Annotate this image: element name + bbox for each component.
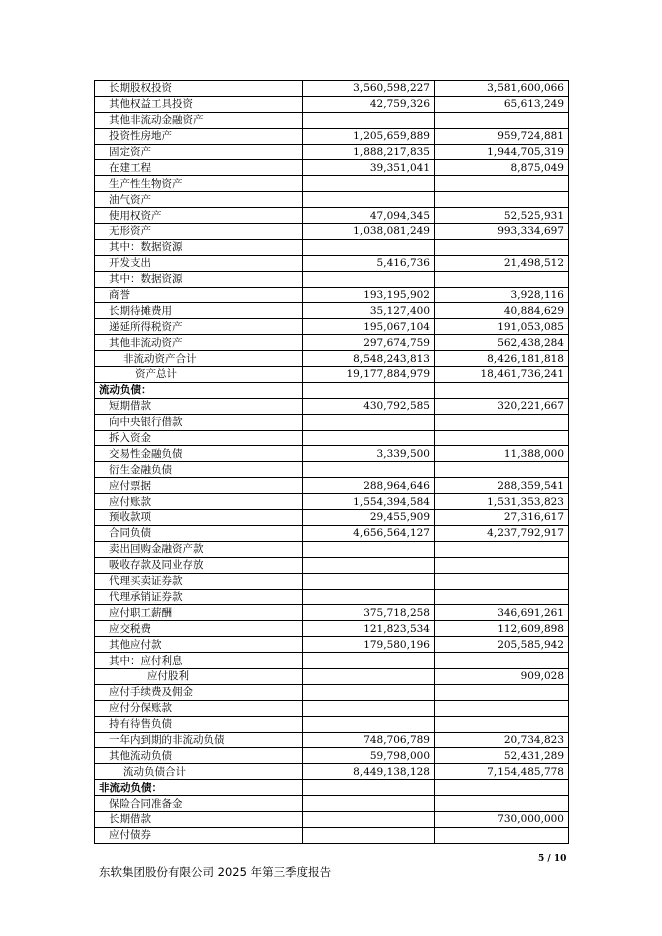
item-label: 其中：数据资源 — [95, 239, 303, 255]
prior-period-value: 65,613,249 — [435, 96, 569, 112]
current-period-value — [303, 653, 435, 669]
current-period-value: 8,548,243,813 — [303, 351, 435, 367]
prior-period-value — [435, 192, 569, 208]
table-row — [95, 748, 569, 764]
balance-sheet-body — [95, 81, 569, 844]
item-label: 向中央银行借款 — [95, 414, 303, 430]
current-period-value — [303, 176, 435, 192]
current-period-value — [303, 239, 435, 255]
current-period-value: 1,888,217,835 — [303, 144, 435, 160]
current-period-value — [303, 414, 435, 430]
section-header-row — [95, 382, 569, 398]
prior-period-value: 8,875,049 — [435, 160, 569, 176]
prior-period-value: 52,431,289 — [435, 748, 569, 764]
current-period-value: 1,038,081,249 — [303, 224, 435, 240]
prior-period-value: 346,691,261 — [435, 605, 569, 621]
prior-period-value — [435, 462, 569, 478]
item-label: 代理买卖证券款 — [95, 573, 303, 589]
current-period-value: 3,560,598,227 — [303, 81, 435, 97]
item-label: 长期借款 — [95, 811, 303, 827]
table-row — [95, 128, 569, 144]
table-row — [95, 81, 569, 97]
prior-period-value — [435, 589, 569, 605]
table-row — [95, 351, 569, 367]
current-period-value: 3,339,500 — [303, 446, 435, 462]
table-row — [95, 764, 569, 780]
item-label: 开发支出 — [95, 255, 303, 271]
table-row — [95, 271, 569, 287]
current-period-value — [303, 382, 435, 398]
table-row — [95, 621, 569, 637]
prior-period-value: 18,461,736,241 — [435, 367, 569, 383]
current-period-value: 59,798,000 — [303, 748, 435, 764]
item-label: 流动负债合计 — [95, 764, 303, 780]
prior-period-value: 112,609,898 — [435, 621, 569, 637]
item-label: 应付手续费及佣金 — [95, 684, 303, 700]
current-period-value: 195,067,104 — [303, 319, 435, 335]
item-label: 持有待售负债 — [95, 716, 303, 732]
prior-period-value — [435, 796, 569, 812]
current-period-value — [303, 192, 435, 208]
table-row — [95, 398, 569, 414]
table-row — [95, 239, 569, 255]
item-label: 在建工程 — [95, 160, 303, 176]
table-row — [95, 811, 569, 827]
prior-period-value — [435, 382, 569, 398]
item-label: 长期股权投资 — [95, 81, 303, 97]
current-period-value — [303, 112, 435, 128]
item-label: 固定资产 — [95, 144, 303, 160]
item-label: 长期待摊费用 — [95, 303, 303, 319]
table-row — [95, 796, 569, 812]
current-period-value — [303, 430, 435, 446]
item-label: 一年内到期的非流动负债 — [95, 732, 303, 748]
table-row — [95, 144, 569, 160]
item-label: 合同负债 — [95, 525, 303, 541]
prior-period-value — [435, 541, 569, 557]
prior-period-value: 3,928,116 — [435, 287, 569, 303]
item-label: 其他非流动资产 — [95, 335, 303, 351]
table-row — [95, 573, 569, 589]
current-period-value — [303, 462, 435, 478]
table-row — [95, 208, 569, 224]
prior-period-value — [435, 716, 569, 732]
current-period-value: 39,351,041 — [303, 160, 435, 176]
table-row — [95, 192, 569, 208]
current-period-value: 297,674,759 — [303, 335, 435, 351]
current-period-value: 375,718,258 — [303, 605, 435, 621]
table-row — [95, 494, 569, 510]
current-period-value: 29,455,909 — [303, 510, 435, 526]
prior-period-value — [435, 700, 569, 716]
table-row — [95, 541, 569, 557]
prior-period-value — [435, 239, 569, 255]
current-period-value: 1,205,659,889 — [303, 128, 435, 144]
table-row — [95, 684, 569, 700]
prior-period-value: 3,581,600,066 — [435, 81, 569, 97]
prior-period-value — [435, 414, 569, 430]
prior-period-value — [435, 176, 569, 192]
current-period-value: 47,094,345 — [303, 208, 435, 224]
item-label: 应交税费 — [95, 621, 303, 637]
table-row — [95, 287, 569, 303]
page-number: 5 / 10 — [538, 854, 567, 864]
item-label: 吸收存款及同业存放 — [95, 557, 303, 573]
prior-period-value: 40,884,629 — [435, 303, 569, 319]
table-row — [95, 176, 569, 192]
table-row — [95, 414, 569, 430]
item-label: 其他权益工具投资 — [95, 96, 303, 112]
table-row — [95, 557, 569, 573]
prior-period-value — [435, 112, 569, 128]
item-label: 其他流动负债 — [95, 748, 303, 764]
table-row — [95, 589, 569, 605]
current-period-value — [303, 573, 435, 589]
item-label: 油气资产 — [95, 192, 303, 208]
current-period-value: 42,759,326 — [303, 96, 435, 112]
prior-period-value: 909,028 — [435, 668, 569, 684]
current-period-value: 430,792,585 — [303, 398, 435, 414]
table-row — [95, 430, 569, 446]
current-period-value — [303, 796, 435, 812]
item-label: 其他应付款 — [95, 637, 303, 653]
current-period-value: 179,580,196 — [303, 637, 435, 653]
current-period-value: 193,195,902 — [303, 287, 435, 303]
item-label: 应付票据 — [95, 478, 303, 494]
prior-period-value — [435, 271, 569, 287]
prior-period-value — [435, 573, 569, 589]
item-label: 投资性房地产 — [95, 128, 303, 144]
current-period-value: 1,554,394,584 — [303, 494, 435, 510]
prior-period-value: 21,498,512 — [435, 255, 569, 271]
table-row — [95, 335, 569, 351]
current-period-value: 35,127,400 — [303, 303, 435, 319]
prior-period-value: 191,053,085 — [435, 319, 569, 335]
table-row — [95, 716, 569, 732]
table-row — [95, 605, 569, 621]
item-label: 生产性生物资产 — [95, 176, 303, 192]
current-period-value: 748,706,789 — [303, 732, 435, 748]
current-period-value — [303, 557, 435, 573]
prior-period-value — [435, 684, 569, 700]
current-period-value — [303, 684, 435, 700]
current-period-value — [303, 271, 435, 287]
prior-period-value: 1,531,353,823 — [435, 494, 569, 510]
prior-period-value — [435, 827, 569, 843]
table-row — [95, 478, 569, 494]
item-label: 卖出回购金融资产款 — [95, 541, 303, 557]
prior-period-value: 7,154,485,778 — [435, 764, 569, 780]
item-label: 其中：数据资源 — [95, 271, 303, 287]
table-row — [95, 525, 569, 541]
item-label: 递延所得税资产 — [95, 319, 303, 335]
table-row — [95, 367, 569, 383]
item-label: 保险合同准备金 — [95, 796, 303, 812]
table-row — [95, 653, 569, 669]
prior-period-value: 20,734,823 — [435, 732, 569, 748]
current-period-value: 19,177,884,979 — [303, 367, 435, 383]
item-label: 其他非流动金融资产 — [95, 112, 303, 128]
item-label: 商誉 — [95, 287, 303, 303]
prior-period-value: 52,525,931 — [435, 208, 569, 224]
prior-period-value: 8,426,181,818 — [435, 351, 569, 367]
table-row — [95, 96, 569, 112]
table-row — [95, 827, 569, 843]
table-row — [95, 319, 569, 335]
current-period-value: 121,823,534 — [303, 621, 435, 637]
prior-period-value: 959,724,881 — [435, 128, 569, 144]
item-label: 应付职工薪酬 — [95, 605, 303, 621]
current-period-value — [303, 541, 435, 557]
item-label: 代理承销证券款 — [95, 589, 303, 605]
prior-period-value: 11,388,000 — [435, 446, 569, 462]
prior-period-value: 27,316,617 — [435, 510, 569, 526]
item-label: 无形资产 — [95, 224, 303, 240]
item-label: 使用权资产 — [95, 208, 303, 224]
current-period-value: 5,416,736 — [303, 255, 435, 271]
table-row — [95, 700, 569, 716]
current-period-value — [303, 780, 435, 796]
item-label: 衍生金融负债 — [95, 462, 303, 478]
table-row — [95, 510, 569, 526]
prior-period-value: 730,000,000 — [435, 811, 569, 827]
section-title: 非流动负债： — [95, 780, 303, 796]
item-label: 短期借款 — [95, 398, 303, 414]
item-label: 资产总计 — [95, 367, 303, 383]
table-row — [95, 462, 569, 478]
table-row — [95, 255, 569, 271]
prior-period-value — [435, 653, 569, 669]
item-label: 非流动资产合计 — [95, 351, 303, 367]
table-row — [95, 668, 569, 684]
current-period-value — [303, 827, 435, 843]
prior-period-value: 4,237,792,917 — [435, 525, 569, 541]
current-period-value — [303, 589, 435, 605]
item-label: 预收款项 — [95, 510, 303, 526]
table-row — [95, 160, 569, 176]
report-title: 东软集团股份有限公司 2025 年第三季度报告 — [99, 865, 332, 879]
table-row — [95, 637, 569, 653]
table-row — [95, 446, 569, 462]
current-period-value — [303, 668, 435, 684]
current-period-value: 8,449,138,128 — [303, 764, 435, 780]
item-label: 其中：应付利息 — [95, 653, 303, 669]
item-label: 应付债券 — [95, 827, 303, 843]
prior-period-value: 993,334,697 — [435, 224, 569, 240]
prior-period-value: 562,438,284 — [435, 335, 569, 351]
prior-period-value: 1,944,705,319 — [435, 144, 569, 160]
item-label: 应付分保账款 — [95, 700, 303, 716]
current-period-value: 4,656,564,127 — [303, 525, 435, 541]
item-label: 应付股利 — [95, 668, 303, 684]
section-title: 流动负债： — [95, 382, 303, 398]
prior-period-value: 320,221,667 — [435, 398, 569, 414]
current-period-value: 288,964,646 — [303, 478, 435, 494]
prior-period-value — [435, 430, 569, 446]
section-header-row — [95, 780, 569, 796]
table-row — [95, 224, 569, 240]
table-row — [95, 732, 569, 748]
current-period-value — [303, 716, 435, 732]
prior-period-value: 205,585,942 — [435, 637, 569, 653]
item-label: 交易性金融负债 — [95, 446, 303, 462]
balance-sheet-table — [94, 80, 569, 844]
prior-period-value: 288,359,541 — [435, 478, 569, 494]
table-row — [95, 112, 569, 128]
item-label: 拆入资金 — [95, 430, 303, 446]
current-period-value — [303, 700, 435, 716]
current-period-value — [303, 811, 435, 827]
prior-period-value — [435, 780, 569, 796]
table-row — [95, 303, 569, 319]
prior-period-value — [435, 557, 569, 573]
item-label: 应付账款 — [95, 494, 303, 510]
